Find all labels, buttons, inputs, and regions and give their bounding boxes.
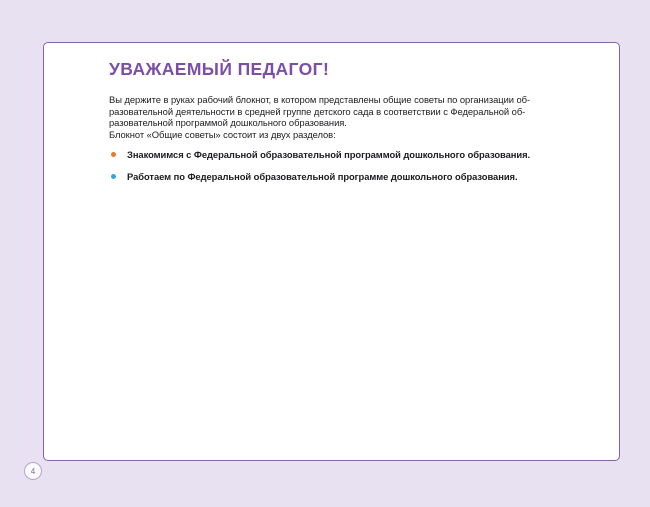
paragraph-line: Блокнот «Общие советы» состоит из двух разделов: <box>109 128 336 140</box>
paragraph-line: разовательной деятельности в средней группе детского сада в соответствии с Федеральной об- <box>109 105 526 117</box>
bullet-label: Знакомимся с Федеральной образовательной программой дошкольного образования. <box>127 149 531 160</box>
card-content <box>44 43 619 183</box>
bullet-dot-icon <box>111 152 116 157</box>
intro-paragraph <box>109 94 575 140</box>
page-number-badge: 4 <box>24 462 42 480</box>
paragraph-line: Вы держите в руках рабочий блокнот, в котором представлены общие советы по организации об- <box>109 94 531 105</box>
page-title: УВАЖАЕМЫЙ ПЕДАГОГ! <box>109 59 330 79</box>
bullet-dot-icon <box>111 174 116 179</box>
paragraph-line: разовательной программой дошкольного образования. <box>109 117 347 128</box>
bullet-label: Работаем по Федеральной образовательной программе дошкольного образования. <box>127 170 518 182</box>
list-item <box>109 149 575 161</box>
content-card <box>43 42 620 461</box>
sections-bullet-list <box>109 149 575 183</box>
list-item <box>109 171 575 183</box>
